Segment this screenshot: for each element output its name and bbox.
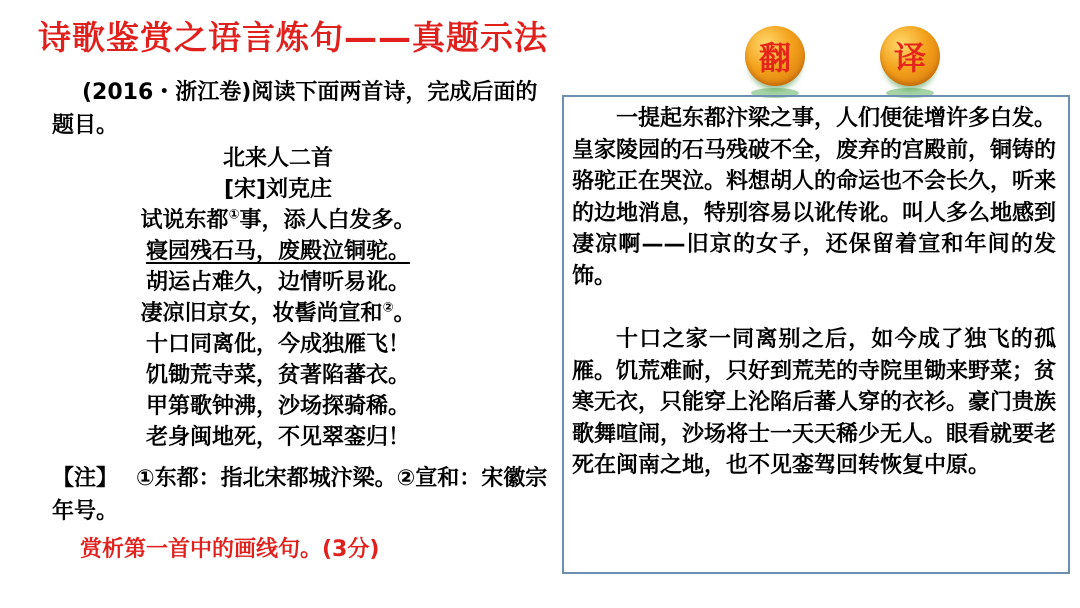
translate-badge-1: 翻 bbox=[745, 26, 805, 86]
poem-line-underlined: 寝园残石马，废殿泣铜驼。 bbox=[145, 239, 410, 264]
footnote-marker: ① bbox=[228, 207, 240, 223]
poem-line: 饥锄荒寺菜，贫著陷蕃衣。 bbox=[145, 363, 410, 388]
translate-badge-2: 译 bbox=[880, 26, 940, 86]
question-intro: (2016・浙江卷)阅读下面两首诗，完成后面的题目。 bbox=[52, 80, 538, 138]
poem-author: [宋]刘克庄 bbox=[223, 177, 333, 202]
translation-box bbox=[562, 95, 1070, 574]
question-prompt: 赏析第一首中的画线句。(3分) bbox=[80, 537, 380, 562]
poem-line: 十口同离仳，今成独雁飞！ bbox=[145, 332, 410, 357]
poem-title: 北来人二首 bbox=[222, 146, 333, 171]
note-label: 【注】 bbox=[52, 466, 119, 491]
poem-line: 老身闽地死，不见翠銮归！ bbox=[145, 425, 410, 450]
poem-line: 试说东都①事，添人白发多。 bbox=[140, 207, 416, 233]
poem-line: 甲第歌钟沸，沙场探骑稀。 bbox=[145, 394, 410, 419]
translation-paragraph-2: 十口之家一同离别之后，如今成了独飞的孤雁。饥荒难耐，只好到荒芜的寺院里锄来野菜；贫寒无衣，只能穿上沦陷后蕃人穿的衣衫。豪门贵族歌舞喧闹，沙场将士一天天稀少无人。眼看就要老死在闽南之地，也不见銮驾回转恢复中原。 bbox=[572, 327, 1057, 478]
translation-paragraph-1: 一提起东都汴梁之事，人们便徒增许多白发。皇家陵园的石马残破不全，废弃的宫殿前，铜铸的骆驼正在哭泣。料想胡人的命运也不会长久，听来的边地消息，特别容易以讹传讹。叫人多么地感到凄凉啊——旧京的女子，还保留着宣和年间的发饰。 bbox=[572, 106, 1057, 289]
footnote-marker: ② bbox=[382, 300, 394, 316]
page-title: 诗歌鉴赏之语言炼句——真题示法 bbox=[38, 18, 548, 57]
poem-line: 凄凉旧京女，妆髻尚宣和②。 bbox=[140, 300, 416, 326]
poem-line: 胡运占难久，边情听易讹。 bbox=[145, 270, 410, 295]
note-text: ①东都：指北宋都城汴梁。②宣和：宋徽宗年号。 bbox=[52, 466, 548, 524]
poem bbox=[68, 143, 488, 453]
footnotes bbox=[52, 462, 552, 528]
